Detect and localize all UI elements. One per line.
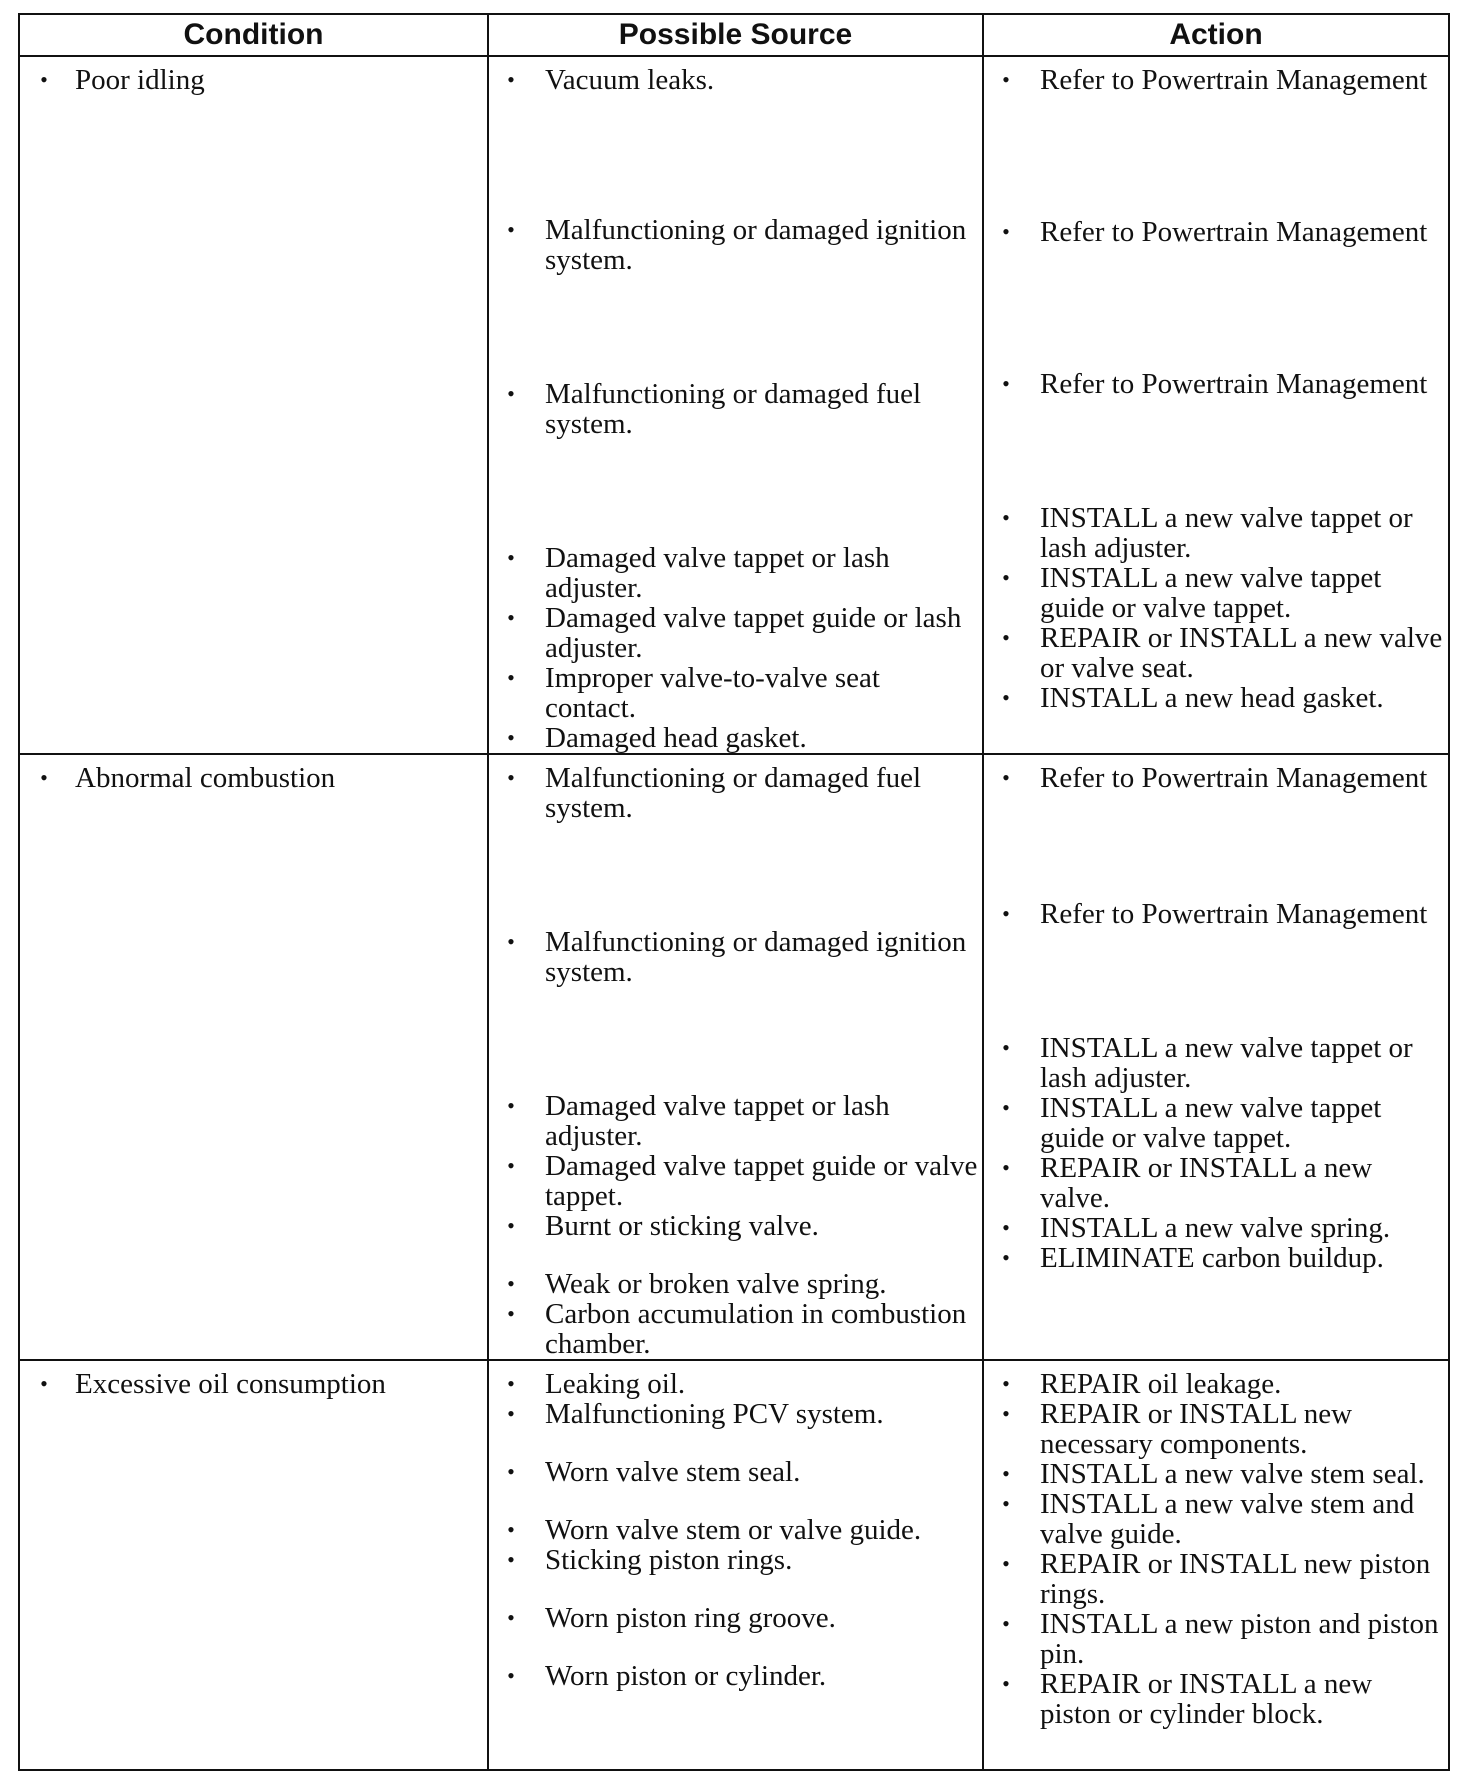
bullet-icon: • (507, 67, 515, 92)
action-text: REPAIR or INSTALL a new valve or valve seat. (1040, 622, 1443, 684)
list-item (489, 215, 982, 275)
list-item (984, 1093, 1448, 1153)
list-item (489, 603, 982, 663)
bullet-icon: • (1002, 565, 1010, 590)
list-item (984, 1549, 1448, 1609)
list-item (984, 1243, 1448, 1273)
table-row (19, 754, 1449, 1360)
bullet-icon: • (507, 1371, 515, 1396)
condition-text: Poor idling (75, 64, 205, 96)
list-item (984, 65, 1448, 95)
bullet-icon: • (1002, 685, 1010, 710)
action-text: REPAIR or INSTALL a new piston or cylinder block. (1040, 1668, 1373, 1730)
bullet-icon: • (1002, 1155, 1010, 1180)
bullet-icon: • (507, 1547, 515, 1572)
source-text: Damaged head gasket. (545, 722, 807, 754)
action-text: REPAIR or INSTALL new necessary components. (1040, 1398, 1353, 1460)
bullet-icon: • (507, 929, 515, 954)
condition-text: Excessive oil consumption (75, 1368, 386, 1400)
bullet-icon: • (1002, 371, 1010, 396)
bullet-icon: • (1002, 625, 1010, 650)
list-item (489, 1457, 982, 1487)
list-item (984, 1033, 1448, 1093)
source-text: Worn piston or cylinder. (545, 1660, 827, 1692)
table-row (19, 56, 1449, 754)
source-cell (488, 1360, 983, 1770)
bullet-icon: • (507, 605, 515, 630)
source-text: Malfunctioning or damaged fuel system. (545, 378, 922, 440)
bullet-icon: • (40, 1371, 48, 1396)
action-text: INSTALL a new valve spring. (1040, 1212, 1391, 1244)
source-text: Damaged valve tappet guide or lash adjuster. (545, 602, 962, 664)
list-item (489, 663, 982, 723)
list-item (489, 1369, 982, 1399)
header-row (19, 14, 1449, 56)
list-item (984, 1213, 1448, 1243)
bullet-icon: • (507, 1605, 515, 1630)
action-text: INSTALL a new valve tappet or lash adjuster. (1040, 502, 1413, 564)
bullet-icon: • (507, 1271, 515, 1296)
source-text: Malfunctioning or damaged ignition system. (545, 214, 967, 276)
source-text: Sticking piston rings. (545, 1544, 793, 1576)
action-text: INSTALL a new head gasket. (1040, 682, 1384, 714)
list-item (489, 1545, 982, 1575)
bullet-icon: • (507, 765, 515, 790)
list-item (984, 763, 1448, 793)
list-item (984, 503, 1448, 563)
bullet-icon: • (507, 725, 515, 750)
bullet-icon: • (1002, 1491, 1010, 1516)
bullet-icon: • (1002, 901, 1010, 926)
action-text: Refer to Powertrain Management (1040, 899, 1428, 929)
diagnosis-table (18, 13, 1450, 1771)
source-text: Worn valve stem seal. (545, 1456, 801, 1488)
list-item (489, 927, 982, 987)
list-item (489, 723, 982, 753)
source-text: Vacuum leaks. (545, 64, 715, 96)
list-item (489, 1661, 982, 1691)
header-condition: Condition (19, 14, 488, 56)
action-cell (983, 1360, 1449, 1770)
action-text: REPAIR or INSTALL a new valve. (1040, 1152, 1373, 1214)
bullet-icon: • (507, 1663, 515, 1688)
source-text: Worn piston ring groove. (545, 1602, 836, 1634)
source-text: Malfunctioning or damaged fuel system. (545, 762, 922, 824)
bullet-icon: • (1002, 1401, 1010, 1426)
action-text: INSTALL a new valve stem and valve guide. (1040, 1488, 1415, 1550)
list-item (984, 563, 1448, 623)
bullet-icon: • (1002, 1371, 1010, 1396)
list-item (984, 217, 1448, 247)
list-item (984, 899, 1448, 929)
bullet-icon: • (1002, 505, 1010, 530)
bullet-icon: • (1002, 1245, 1010, 1270)
source-text: Leaking oil. (545, 1368, 686, 1400)
bullet-icon: • (1002, 1095, 1010, 1120)
action-text: Refer to Powertrain Management (1040, 65, 1428, 95)
list-item (489, 543, 982, 603)
bullet-icon: • (1002, 765, 1010, 790)
bullet-icon: • (1002, 1461, 1010, 1486)
action-text: INSTALL a new valve stem seal. (1040, 1458, 1425, 1490)
action-text: INSTALL a new valve tappet guide or valve tappet. (1040, 1092, 1382, 1154)
list-item (984, 1399, 1448, 1459)
bullet-icon: • (507, 1153, 515, 1178)
bullet-icon: • (507, 1517, 515, 1542)
list-item (489, 1091, 982, 1151)
bullet-icon: • (1002, 1035, 1010, 1060)
list-item (984, 1153, 1448, 1213)
action-text: REPAIR or INSTALL new piston rings. (1040, 1548, 1431, 1610)
list-item (489, 1151, 982, 1211)
source-text: Damaged valve tappet or lash adjuster. (545, 1090, 890, 1152)
source-cell (488, 754, 983, 1360)
action-text: INSTALL a new piston and piston pin. (1040, 1608, 1439, 1670)
list-item (984, 1609, 1448, 1669)
source-text: Improper valve-to-valve seat contact. (545, 662, 880, 724)
source-cell (488, 56, 983, 754)
list-item (984, 1369, 1448, 1399)
source-text: Malfunctioning or damaged ignition system. (545, 926, 967, 988)
list-item (489, 1211, 982, 1241)
list-item (489, 1515, 982, 1545)
list-item (984, 683, 1448, 713)
list-item (984, 1459, 1448, 1489)
action-text: INSTALL a new valve tappet or lash adjuster. (1040, 1032, 1413, 1094)
source-text: Carbon accumulation in combustion chamber. (545, 1298, 967, 1360)
table-row (19, 1360, 1449, 1770)
bullet-icon: • (1002, 1611, 1010, 1636)
list-item (489, 379, 982, 439)
bullet-icon: • (507, 1301, 515, 1326)
bullet-icon: • (1002, 1671, 1010, 1696)
list-item (984, 623, 1448, 683)
bullet-icon: • (507, 1459, 515, 1484)
action-cell (983, 754, 1449, 1360)
bullet-icon: • (40, 67, 48, 92)
bullet-icon: • (507, 545, 515, 570)
source-text: Burnt or sticking valve. (545, 1210, 819, 1242)
list-item (489, 65, 982, 95)
source-text: Worn valve stem or valve guide. (545, 1514, 922, 1546)
source-text: Damaged valve tappet or lash adjuster. (545, 542, 890, 604)
bullet-icon: • (1002, 1551, 1010, 1576)
list-item (489, 1399, 982, 1429)
bullet-icon: • (1002, 1215, 1010, 1240)
bullet-icon: • (507, 665, 515, 690)
list-item (489, 1603, 982, 1633)
action-text: Refer to Powertrain Management (1040, 217, 1428, 247)
list-item (984, 369, 1448, 399)
header-possible-source: Possible Source (488, 14, 983, 56)
condition-cell (19, 1360, 488, 1770)
action-text: Refer to Powertrain Management (1040, 369, 1428, 399)
condition-text: Abnormal combustion (75, 762, 336, 794)
action-text: Refer to Powertrain Management (1040, 763, 1428, 793)
condition-cell (19, 56, 488, 754)
bullet-icon: • (507, 217, 515, 242)
list-item (489, 763, 982, 823)
list-item (489, 1299, 982, 1359)
condition-cell (19, 754, 488, 1360)
bullet-icon: • (507, 1093, 515, 1118)
source-text: Malfunctioning PCV system. (545, 1398, 884, 1430)
bullet-icon: • (1002, 67, 1010, 92)
header-action: Action (983, 14, 1449, 56)
list-item (489, 1269, 982, 1299)
action-cell (983, 56, 1449, 754)
action-text: INSTALL a new valve tappet guide or valve tappet. (1040, 562, 1382, 624)
action-text: REPAIR oil leakage. (1040, 1368, 1282, 1400)
bullet-icon: • (507, 381, 515, 406)
source-text: Damaged valve tappet guide or valve tappet. (545, 1150, 978, 1212)
bullet-icon: • (1002, 219, 1010, 244)
bullet-icon: • (507, 1401, 515, 1426)
source-text: Weak or broken valve spring. (545, 1268, 887, 1300)
list-item (984, 1669, 1448, 1729)
action-text: ELIMINATE carbon buildup. (1040, 1242, 1384, 1274)
list-item (984, 1489, 1448, 1549)
bullet-icon: • (507, 1213, 515, 1238)
bullet-icon: • (40, 765, 48, 790)
